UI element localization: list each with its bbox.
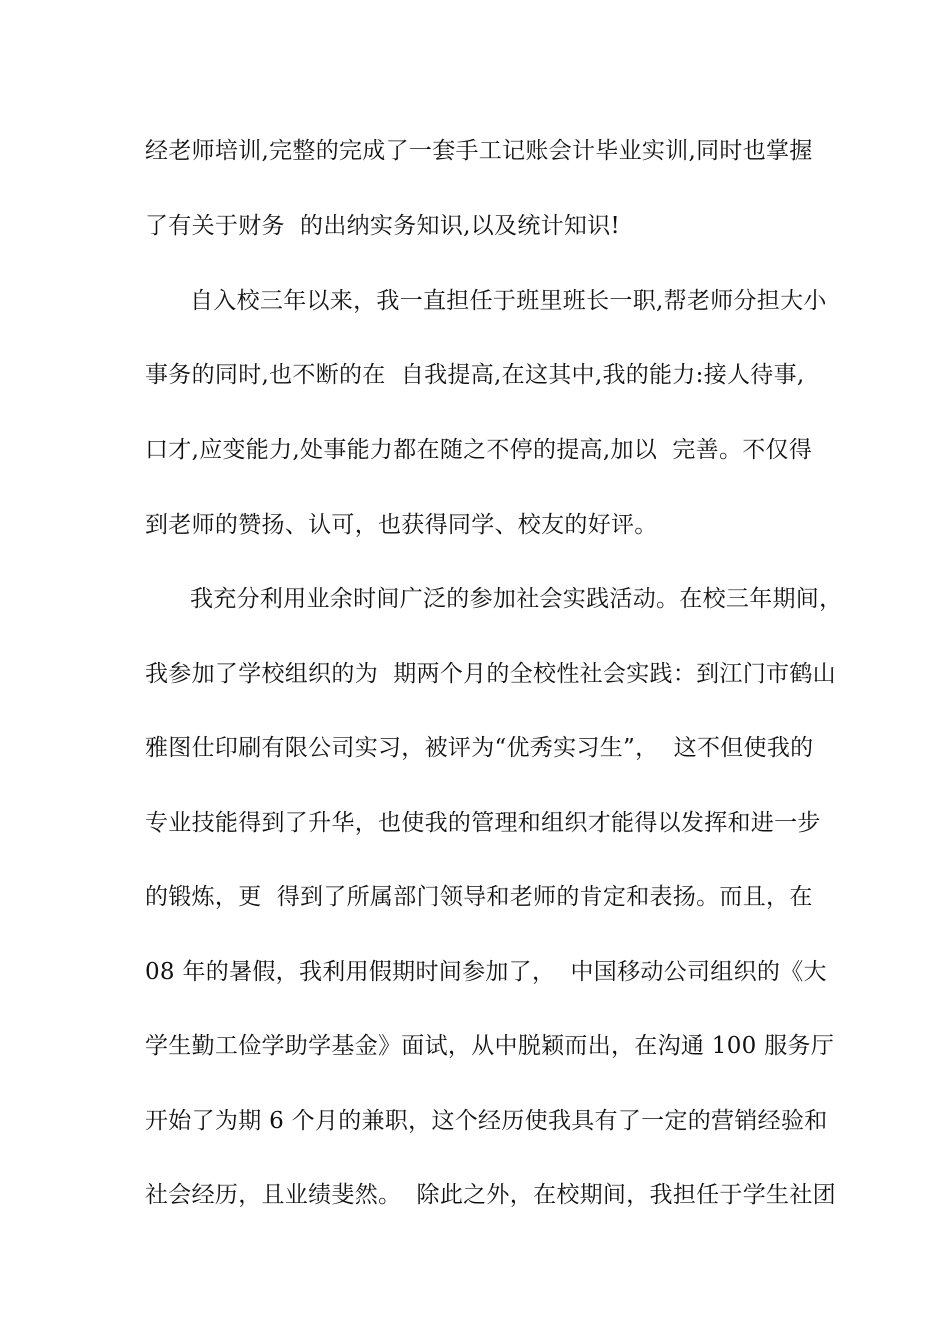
text-line: 专业技能得到了升华，也使我的管理和组织才能得以发挥和进一步	[145, 810, 821, 836]
text-line: 学生勤工俭学助学基金》面试，从中脱颖而出，在沟通 100 服务厅	[145, 1033, 835, 1059]
text-line: 口才,应变能力,处事能力都在随之不停的提高,加以 完善。不仅得	[145, 437, 813, 463]
text-line: 的锻炼，更 得到了所属部门领导和老师的肯定和表扬。而且，在	[145, 884, 813, 910]
text-line: 08 年的暑假，我利用假期时间参加了， 中国移动公司组织的《大	[145, 959, 827, 985]
text-line: 了有关于财务 的出纳实务知识,以及统计知识!	[145, 213, 621, 239]
text-line: 雅图仕印刷有限公司实习，被评为“优秀实习生”， 这不但使我的	[145, 735, 814, 761]
paragraph-start-line: 我充分利用业余时间广泛的参加社会实践活动。在校三年期间，	[190, 586, 843, 612]
text-line: 我参加了学校组织的为 期两个月的全校性社会实践：到江门市鹤山	[145, 661, 836, 687]
text-line: 经老师培训,完整的完成了一套手工记账会计毕业实训,同时也掌握	[145, 138, 813, 164]
text-line: 社会经历，且业绩斐然。 除此之外，在校期间，我担任于学生社团	[145, 1182, 836, 1208]
text-line: 到老师的赞扬、认可，也获得同学、校友的好评。	[145, 512, 658, 538]
text-line: 开始了为期 6 个月的兼职，这个经历使我具有了一定的营销经验和	[145, 1108, 828, 1134]
paragraph-start-line: 自入校三年以来，我一直担任于班里班长一职,帮老师分担大小	[190, 288, 827, 314]
text-line: 事务的同时,也不断的在 自我提高,在这其中,我的能力:接人待事,	[145, 362, 805, 388]
